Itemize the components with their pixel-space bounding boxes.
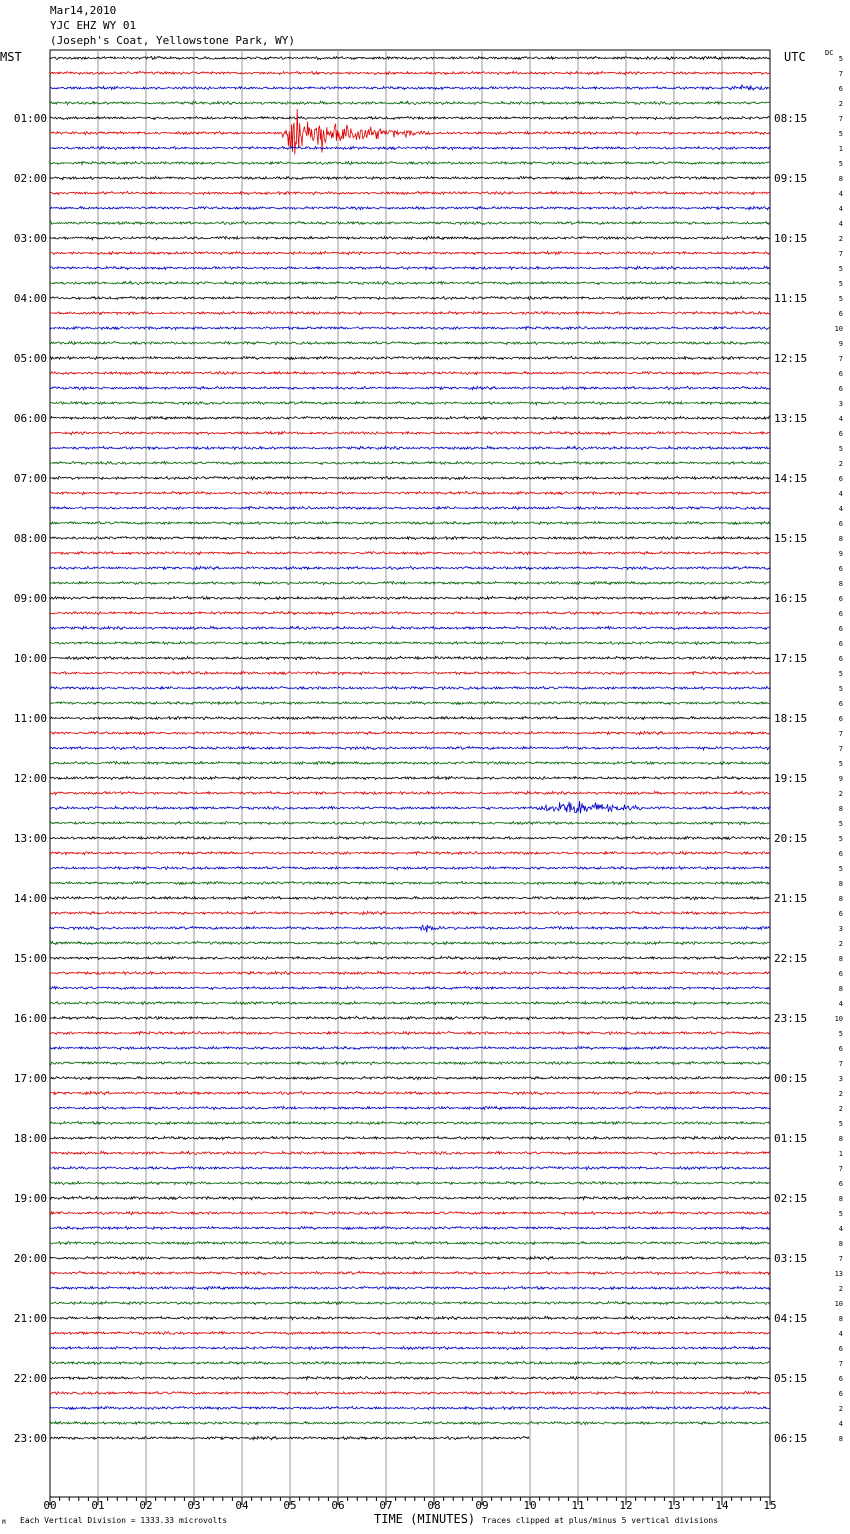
seismic-trace: [50, 281, 770, 284]
dc-offset-label: 5: [838, 1030, 843, 1038]
right-hour-label: 04:15: [774, 1312, 808, 1325]
dc-offset-label: 6: [838, 595, 843, 603]
seismic-trace: [50, 1242, 770, 1245]
dc-offset-label: 6: [838, 610, 843, 618]
dc-offset-label: 6: [838, 475, 843, 483]
seismic-trace: [50, 266, 770, 269]
right-hour-label: 16:15: [774, 592, 808, 605]
dc-offset-label: 3: [838, 925, 843, 933]
seismic-trace: [50, 162, 770, 165]
dc-offset-label: 4: [838, 1330, 843, 1338]
seismic-trace: [50, 109, 770, 154]
dc-offset-label: 3: [838, 1075, 843, 1083]
seismic-trace: [50, 536, 770, 539]
seismic-trace: [50, 1001, 770, 1005]
seismic-trace: [50, 1346, 770, 1350]
seismic-trace: [50, 717, 770, 720]
seismic-trace: [50, 507, 770, 510]
seismic-trace: [50, 236, 770, 240]
seismic-trace: [50, 1256, 770, 1260]
dc-offset-label: 6: [838, 970, 843, 978]
dc-offset-label: 8: [838, 1135, 843, 1143]
dc-offset-label: 2: [838, 460, 843, 468]
left-hour-label: 14:00: [13, 892, 47, 905]
dc-offset-label: 6: [838, 1375, 843, 1383]
seismic-trace: [50, 327, 770, 330]
dc-offset-label: 6: [838, 910, 843, 918]
dc-offset-label: 6: [838, 370, 843, 378]
x-tick-label: 15: [763, 1499, 777, 1512]
seismic-trace: [50, 1316, 770, 1319]
seismic-trace: [50, 221, 770, 224]
dc-offset-label: 5: [838, 265, 843, 273]
seismic-trace: [50, 71, 770, 74]
x-tick-label: 07: [379, 1499, 393, 1512]
date-label: Mar14,2010: [50, 4, 117, 17]
dc-offset-label: 6: [838, 520, 843, 528]
right-hour-label: 03:15: [774, 1252, 808, 1265]
right-hour-label: 14:15: [774, 472, 808, 485]
right-hour-label: 10:15: [774, 232, 808, 245]
right-hour-label: 11:15: [774, 292, 808, 305]
dc-offset-label: 4: [838, 190, 843, 198]
left-hour-label: 12:00: [13, 772, 47, 785]
seismic-trace: [50, 146, 770, 150]
seismic-trace: [50, 701, 770, 704]
seismic-trace: [50, 1377, 770, 1380]
right-hour-label: 09:15: [774, 172, 808, 185]
dc-offset-label: 4: [838, 1000, 843, 1008]
x-tick-label: 03: [187, 1499, 201, 1512]
right-hour-label: 17:15: [774, 652, 808, 665]
right-hour-label: 18:15: [774, 712, 808, 725]
left-hour-label: 05:00: [13, 352, 47, 365]
dc-offset-label: 6: [838, 385, 843, 393]
dc-offset-label: 2: [838, 235, 843, 243]
seismic-trace: [50, 1032, 770, 1035]
seismic-trace: [50, 821, 770, 825]
seismic-trace: [50, 911, 770, 915]
dc-offset-label: 2: [838, 100, 843, 108]
x-tick-label: 04: [235, 1499, 249, 1512]
station-label: YJC EHZ WY 01: [50, 19, 137, 32]
seismic-trace: [50, 746, 770, 750]
x-tick-label: 05: [283, 1499, 297, 1512]
clip-note: Traces clipped at plus/minus 5 vertical divisions: [482, 1516, 719, 1525]
seismic-trace: [50, 596, 770, 599]
seismic-trace: [50, 761, 770, 764]
seismic-trace: [50, 476, 770, 480]
dc-offset-label: 5: [838, 1120, 843, 1128]
dc-offset-label: 8: [838, 580, 843, 588]
x-tick-label: 14: [715, 1499, 729, 1512]
dc-offset-label: 6: [838, 430, 843, 438]
seismic-trace: [50, 1077, 770, 1080]
dc-offset-label: 5: [838, 130, 843, 138]
left-hour-label: 10:00: [13, 652, 47, 665]
seismic-trace: [50, 1106, 770, 1110]
left-hour-label: 18:00: [13, 1132, 47, 1145]
dc-offset-label: 5: [838, 160, 843, 168]
dc-offset-label: 4: [838, 505, 843, 513]
seismic-trace: [50, 116, 770, 119]
seismic-trace: [50, 85, 770, 90]
seismic-trace: [50, 491, 770, 495]
seismic-trace: [50, 776, 770, 779]
seismic-trace: [50, 641, 770, 644]
dc-offset-label: 9: [838, 340, 843, 348]
seismic-trace: [50, 731, 770, 734]
dc-offset-label: 6: [838, 310, 843, 318]
seismic-trace: [50, 897, 770, 900]
seismic-trace: [50, 206, 770, 209]
dc-offset-label: 6: [838, 1045, 843, 1053]
dc-offset-label: 7: [838, 1360, 843, 1368]
dc-offset-label: 2: [838, 1105, 843, 1113]
dc-offset-label: 7: [838, 1165, 843, 1173]
dc-offset-label: 6: [838, 1345, 843, 1353]
left-hour-label: 06:00: [13, 412, 47, 425]
seismic-trace: [50, 1422, 770, 1425]
right-hour-label: 05:15: [774, 1372, 808, 1385]
dc-offset-label: 8: [838, 535, 843, 543]
right-hour-label: 22:15: [774, 952, 808, 965]
dc-offset-label: 8: [838, 1240, 843, 1248]
seismic-trace: [50, 296, 770, 300]
seismic-trace: [50, 986, 770, 989]
dc-offset-label: 6: [838, 850, 843, 858]
dc-offset-label: 6: [838, 565, 843, 573]
seismic-trace: [50, 611, 770, 614]
dc-offset-label: 6: [838, 700, 843, 708]
dc-offset-label: 4: [838, 220, 843, 228]
dc-offset-label: 7: [838, 70, 843, 78]
seismic-trace: [50, 1391, 770, 1394]
dc-offset-label: 2: [838, 1285, 843, 1293]
dc-offset-label: 8: [838, 985, 843, 993]
seismic-trace: [50, 1406, 770, 1409]
right-hour-label: 23:15: [774, 1012, 808, 1025]
right-hour-label: 06:15: [774, 1432, 808, 1445]
seismic-trace: [50, 341, 770, 344]
left-hour-label: 03:00: [13, 232, 47, 245]
left-hour-label: 04:00: [13, 292, 47, 305]
dc-offset-label: 2: [838, 1405, 843, 1413]
dc-offset-label: 6: [838, 640, 843, 648]
dc-offset-label: 8: [838, 1435, 843, 1443]
dc-offset-label: 5: [838, 835, 843, 843]
seismic-trace: [50, 925, 770, 932]
seismic-trace: [50, 1166, 770, 1169]
seismic-trace: [50, 1016, 770, 1020]
seismic-trace: [50, 956, 770, 959]
seismic-trace: [50, 1271, 770, 1274]
x-tick-label: 11: [571, 1499, 585, 1512]
x-tick-label: 10: [523, 1499, 537, 1512]
left-hour-label: 15:00: [13, 952, 47, 965]
right-hour-label: 00:15: [774, 1072, 808, 1085]
seismic-trace: [50, 1331, 770, 1334]
dc-offset-label: 7: [838, 745, 843, 753]
dc-offset-label: 5: [838, 55, 843, 63]
dc-offset-label: 9: [838, 775, 843, 783]
dc-offset-label: 9: [838, 550, 843, 558]
seismic-trace: [50, 1361, 770, 1365]
dc-offset-label: 2: [838, 790, 843, 798]
left-hour-label: 01:00: [13, 112, 47, 125]
dc-offset-label: 4: [838, 205, 843, 213]
dc-offset-label: 10: [834, 1015, 843, 1023]
seismic-trace: [50, 521, 770, 524]
dc-offset-label: 4: [838, 415, 843, 423]
left-hour-label: 13:00: [13, 832, 47, 845]
seismic-trace: [50, 626, 770, 629]
dc-offset-label: 5: [838, 280, 843, 288]
right-hour-label: 15:15: [774, 532, 808, 545]
dc-offset-label: 6: [838, 625, 843, 633]
seismic-trace: [50, 801, 770, 814]
x-axis-label: TIME (MINUTES): [374, 1512, 476, 1526]
seismic-trace: [50, 386, 770, 390]
left-hour-label: 19:00: [13, 1192, 47, 1205]
dc-offset-label: 10: [834, 325, 843, 333]
seismic-trace: [50, 1151, 770, 1154]
dc-offset-label: 10: [834, 1300, 843, 1308]
dc-offset-label: 7: [838, 1255, 843, 1263]
x-tick-label: 13: [667, 1499, 681, 1512]
dc-offset-label: 6: [838, 1390, 843, 1398]
seismic-trace: [50, 881, 770, 884]
seismic-trace: [50, 57, 770, 60]
right-hour-label: 01:15: [774, 1132, 808, 1145]
seismic-trace: [50, 1061, 770, 1064]
seismic-trace: [50, 656, 770, 660]
x-tick-label: 12: [619, 1499, 633, 1512]
seismic-trace: [50, 176, 770, 179]
seismic-trace: [50, 1046, 770, 1049]
dc-offset-label: 4: [838, 1225, 843, 1233]
dc-offset-label: 7: [838, 730, 843, 738]
seismic-trace: [50, 866, 770, 869]
right-hour-label: 21:15: [774, 892, 808, 905]
seismic-trace: [50, 372, 770, 375]
right-hour-label: 19:15: [774, 772, 808, 785]
dc-offset-label: 3: [838, 400, 843, 408]
dc-offset-label: 1: [838, 145, 843, 153]
right-timezone-label: UTC: [784, 50, 806, 64]
left-hour-label: 20:00: [13, 1252, 47, 1265]
dc-offset-label: 6: [838, 655, 843, 663]
seismic-trace: [50, 971, 770, 974]
dc-offset-label: 13: [834, 1270, 843, 1278]
right-hour-label: 02:15: [774, 1192, 808, 1205]
dc-offset-label: 6: [838, 715, 843, 723]
x-tick-label: 00: [43, 1499, 57, 1512]
dc-offset-label: 4: [838, 1420, 843, 1428]
dc-offset-label: 2: [838, 940, 843, 948]
seismic-trace: [50, 686, 770, 689]
dc-offset-label: 5: [838, 445, 843, 453]
location-label: (Joseph's Coat, Yellowstone Park, WY): [50, 34, 296, 47]
dc-offset-label: 1: [838, 1150, 843, 1158]
x-tick-label: 01: [91, 1499, 105, 1512]
seismic-trace: [50, 671, 770, 675]
dc-offset-label: 7: [838, 250, 843, 258]
seismic-trace: [50, 1181, 770, 1185]
left-hour-label: 22:00: [13, 1372, 47, 1385]
seismic-trace: [50, 356, 770, 359]
seismic-trace: [50, 941, 770, 944]
dc-header-label: DC: [825, 49, 834, 57]
dc-offset-label: 5: [838, 760, 843, 768]
left-timezone-label: MST: [0, 50, 22, 64]
left-hour-label: 21:00: [13, 1312, 47, 1325]
left-hour-label: 11:00: [13, 712, 47, 725]
dc-offset-label: 7: [838, 355, 843, 363]
seismic-trace: [50, 431, 770, 434]
seismic-trace: [50, 852, 770, 855]
left-hour-label: 16:00: [13, 1012, 47, 1025]
dc-offset-label: 8: [838, 805, 843, 813]
dc-offset-label: 2: [838, 1090, 843, 1098]
dc-offset-label: 6: [838, 1180, 843, 1188]
seismic-trace: [50, 1286, 770, 1289]
dc-offset-label: 7: [838, 115, 843, 123]
dc-offset-label: 5: [838, 295, 843, 303]
left-hour-label: 02:00: [13, 172, 47, 185]
dc-offset-label: 5: [838, 685, 843, 693]
dc-offset-label: 5: [838, 820, 843, 828]
seismic-trace: [50, 1211, 770, 1214]
seismic-trace: [50, 791, 770, 794]
scale-note: Each Vertical Division = 1333.33 microvolts: [20, 1516, 228, 1525]
seismic-trace: [50, 191, 770, 194]
dc-offset-label: 5: [838, 865, 843, 873]
seismic-trace: [50, 836, 770, 840]
seismic-trace: [50, 1121, 770, 1124]
seismic-trace: [50, 461, 770, 464]
dc-offset-label: 5: [838, 670, 843, 678]
left-hour-label: 09:00: [13, 592, 47, 605]
seismic-trace: [50, 446, 770, 449]
seismic-trace: [50, 1226, 770, 1229]
dc-offset-label: 5: [838, 1210, 843, 1218]
right-hour-label: 13:15: [774, 412, 808, 425]
seismic-trace: [50, 566, 770, 570]
seismic-trace: [50, 1301, 770, 1304]
dc-offset-label: 8: [838, 895, 843, 903]
dc-offset-label: 8: [838, 1315, 843, 1323]
seismic-trace: [50, 552, 770, 555]
x-tick-label: 08: [427, 1499, 441, 1512]
seismic-trace: [50, 1136, 770, 1139]
dc-offset-label: 7: [838, 1060, 843, 1068]
left-hour-label: 07:00: [13, 472, 47, 485]
dc-offset-label: 8: [838, 880, 843, 888]
seismic-trace: [50, 581, 770, 585]
dc-offset-label: 8: [838, 955, 843, 963]
dc-offset-label: 4: [838, 490, 843, 498]
right-hour-label: 12:15: [774, 352, 808, 365]
x-tick-label: 09: [475, 1499, 489, 1512]
seismic-trace: [50, 1091, 770, 1095]
seismic-trace: [50, 251, 770, 254]
seismic-trace: [50, 416, 770, 419]
dc-offset-label: 8: [838, 1195, 843, 1203]
x-tick-label: 06: [331, 1499, 345, 1512]
x-tick-label: 02: [139, 1499, 153, 1512]
seismic-trace: [50, 311, 770, 315]
dc-offset-label: 6: [838, 85, 843, 93]
seismic-trace: [50, 401, 770, 404]
seismic-trace: [50, 1196, 770, 1200]
seismic-trace: [50, 101, 770, 104]
corner-mark: M: [2, 1519, 6, 1526]
dc-offset-label: 8: [838, 175, 843, 183]
right-hour-label: 20:15: [774, 832, 808, 845]
left-hour-label: 08:00: [13, 532, 47, 545]
left-hour-label: 23:00: [13, 1432, 47, 1445]
left-hour-label: 17:00: [13, 1072, 47, 1085]
right-hour-label: 08:15: [774, 112, 808, 125]
